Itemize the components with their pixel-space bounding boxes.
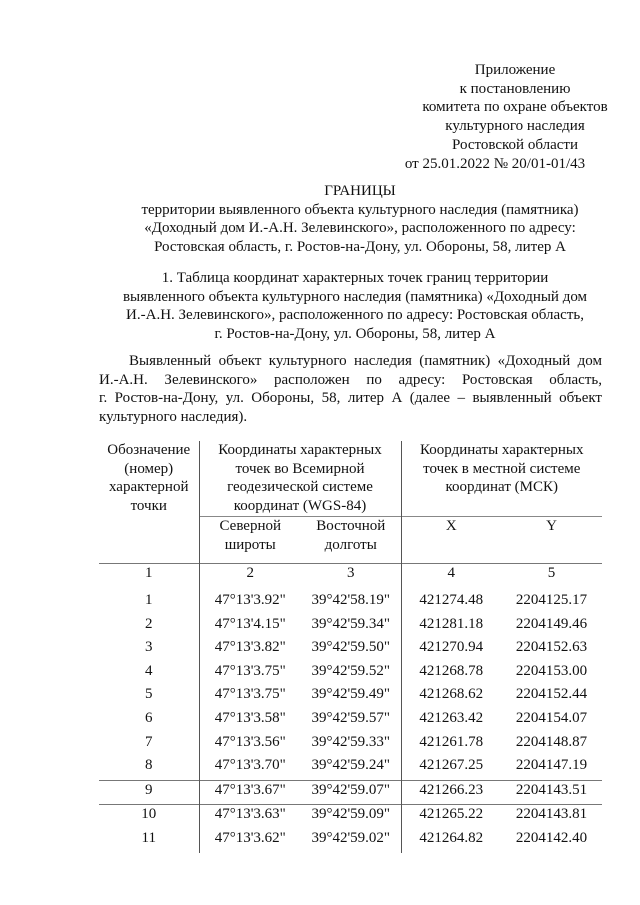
- column-number: 1: [99, 564, 199, 592]
- column-number: 3: [301, 564, 401, 592]
- document-title: [0, 182, 640, 256]
- paragraph-line: И.-А.Н. Зелевинского» расположен по адресу: Ростовская область,: [99, 371, 602, 388]
- table-row: [99, 662, 602, 686]
- longitude: 39°42'58.19": [311, 592, 391, 608]
- coord-x: 421266.23: [401, 780, 501, 805]
- latitude: 47°13'3.63": [199, 805, 301, 829]
- header-point-id: [99, 441, 199, 564]
- paragraph-line: Выявленный объект культурного наследия (памятник) «Доходный дом: [129, 353, 602, 369]
- header-text: координат (WGS-84): [233, 497, 367, 514]
- table-row: [99, 805, 602, 829]
- point-id: 5: [145, 686, 153, 703]
- appendix-line: к постановлению: [459, 80, 571, 97]
- point-id: 6: [145, 709, 153, 726]
- point-id: 3: [145, 639, 153, 656]
- appendix-header: [380, 61, 640, 173]
- paragraph-line: культурного наследия).: [99, 408, 248, 425]
- point-id: 1: [145, 592, 153, 608]
- coord-x: 421263.42: [401, 709, 501, 733]
- table-row: [99, 685, 602, 709]
- caption-line: 1. Таблица координат характерных точек границ территории: [161, 270, 549, 286]
- column-number: 5: [501, 564, 602, 592]
- coord-y: 2204149.46: [515, 615, 588, 632]
- longitude: 39°42'59.24": [311, 757, 391, 774]
- coord-y: 2204153.00: [515, 662, 588, 679]
- appendix-line: культурного наследия: [445, 118, 585, 135]
- point-id: 2: [145, 615, 153, 632]
- table-row: [99, 733, 602, 757]
- table-row: [99, 638, 602, 662]
- latitude: 47°13'3.62": [199, 829, 301, 853]
- column-number: 4: [401, 564, 501, 592]
- longitude: 39°42'59.57": [311, 709, 391, 726]
- caption-line: И.-А.Н. Зелевинского», расположенного по адресу: Ростовская область,: [126, 307, 584, 323]
- header-text: (номер): [124, 460, 174, 477]
- header-text: Обозначение: [107, 442, 191, 458]
- table-row: [99, 615, 602, 639]
- header-text: характерной: [109, 479, 189, 495]
- longitude: 39°42'59.33": [311, 733, 391, 750]
- header-text: широты: [224, 536, 276, 553]
- latitude: 47°13'3.82": [199, 638, 301, 662]
- latitude: 47°13'3.75": [199, 685, 301, 709]
- appendix-line: комитета по охране объектов: [422, 99, 608, 116]
- coord-x: 421267.25: [401, 756, 501, 780]
- longitude: 39°42'59.49": [311, 686, 391, 703]
- table-row: [99, 780, 602, 805]
- header-text: Северной: [219, 518, 282, 535]
- coord-x: 421265.22: [401, 805, 501, 829]
- header-text: Координаты характерных: [218, 442, 382, 458]
- latitude: 47°13'3.70": [199, 756, 301, 780]
- longitude: 39°42'59.34": [311, 615, 391, 632]
- coord-y: 2204148.87: [515, 733, 588, 750]
- longitude: 39°42'59.09": [301, 805, 401, 829]
- coord-y: 2204152.63: [515, 639, 588, 656]
- point-id: 11: [141, 829, 156, 846]
- table-row: [99, 709, 602, 733]
- header-text: точек в местной системе: [423, 460, 581, 477]
- latitude: 47°13'4.15": [199, 615, 301, 639]
- table-caption: [0, 269, 640, 343]
- point-id: 4: [145, 662, 153, 679]
- coord-y: 2204147.19: [515, 757, 588, 774]
- coord-x: 421270.94: [401, 638, 501, 662]
- point-id: 10: [99, 805, 199, 829]
- header-text: точки: [130, 497, 167, 514]
- header-wgs84: [199, 441, 401, 517]
- header-north-latitude: [199, 517, 301, 564]
- latitude: 47°13'3.92": [199, 591, 301, 615]
- header-east-longitude: [301, 517, 401, 564]
- latitude: 47°13'3.58": [199, 709, 301, 733]
- coord-y: 2204154.07: [515, 709, 588, 726]
- title-line: Ростовская область, г. Ростов-на-Дону, ул. Обороны, 58, литер А: [154, 238, 566, 255]
- point-id: 9: [99, 780, 199, 805]
- longitude: 39°42'59.02": [311, 829, 391, 846]
- caption-line: выявленного объекта культурного наследия (памятника) «Доходный дом: [122, 288, 588, 305]
- latitude: 47°13'3.67": [199, 780, 301, 805]
- coord-y: 2204142.40: [515, 829, 588, 846]
- header-text: геодезической системе: [227, 479, 373, 495]
- longitude: 39°42'59.50": [311, 639, 391, 656]
- table-row: [99, 756, 602, 780]
- appendix-line: Приложение: [474, 62, 556, 78]
- coord-x: 421281.18: [401, 615, 501, 639]
- column-number: 2: [199, 564, 301, 592]
- header-y: Y: [501, 517, 602, 564]
- coordinates-table: [99, 441, 602, 853]
- appendix-line: Ростовской области: [452, 136, 578, 153]
- latitude: 47°13'3.75": [199, 662, 301, 686]
- coord-x: 421268.78: [401, 662, 501, 686]
- longitude: 39°42'59.07": [301, 780, 401, 805]
- header-text: точек во Всемирной: [235, 460, 365, 477]
- coord-x: 421274.48: [401, 591, 501, 615]
- title-heading: ГРАНИЦЫ: [324, 183, 396, 199]
- coord-y: 2204152.44: [515, 686, 588, 703]
- coord-y: 2204143.81: [501, 805, 602, 829]
- coord-x: 421268.62: [401, 685, 501, 709]
- longitude: 39°42'59.52": [311, 662, 391, 679]
- description-paragraph: [99, 352, 602, 426]
- header-text: долготы: [324, 536, 377, 553]
- latitude: 47°13'3.56": [199, 733, 301, 757]
- caption-line: г. Ростов-на-Дону, ул. Обороны, 58, литер А: [214, 325, 496, 342]
- table-row: [99, 591, 602, 615]
- header-msk: [401, 441, 602, 517]
- header-x: X: [401, 517, 501, 564]
- appendix-date-line: от 25.01.2022 № 20/01-01/43: [404, 155, 586, 172]
- header-text: координат (МСК): [445, 479, 558, 495]
- coord-y: 2204125.17: [515, 592, 588, 608]
- header-text: Восточной: [316, 518, 386, 535]
- coord-y: 2204143.51: [501, 780, 602, 805]
- title-line: территории выявленного объекта культурного наследия (памятника): [141, 201, 579, 218]
- point-id: 7: [145, 733, 153, 750]
- column-number-row: [99, 564, 602, 592]
- point-id: 8: [145, 757, 153, 774]
- title-line: «Доходный дом И.-А.Н. Зелевинского», расположенного по адресу:: [144, 220, 576, 236]
- coord-x: 421261.78: [401, 733, 501, 757]
- table-row: [99, 829, 602, 853]
- paragraph-line: г. Ростов-на-Дону, ул. Обороны, 58, литер А (далее – выявленный объект: [99, 390, 602, 406]
- header-text: Координаты характерных: [420, 442, 584, 458]
- coord-x: 421264.82: [401, 829, 501, 853]
